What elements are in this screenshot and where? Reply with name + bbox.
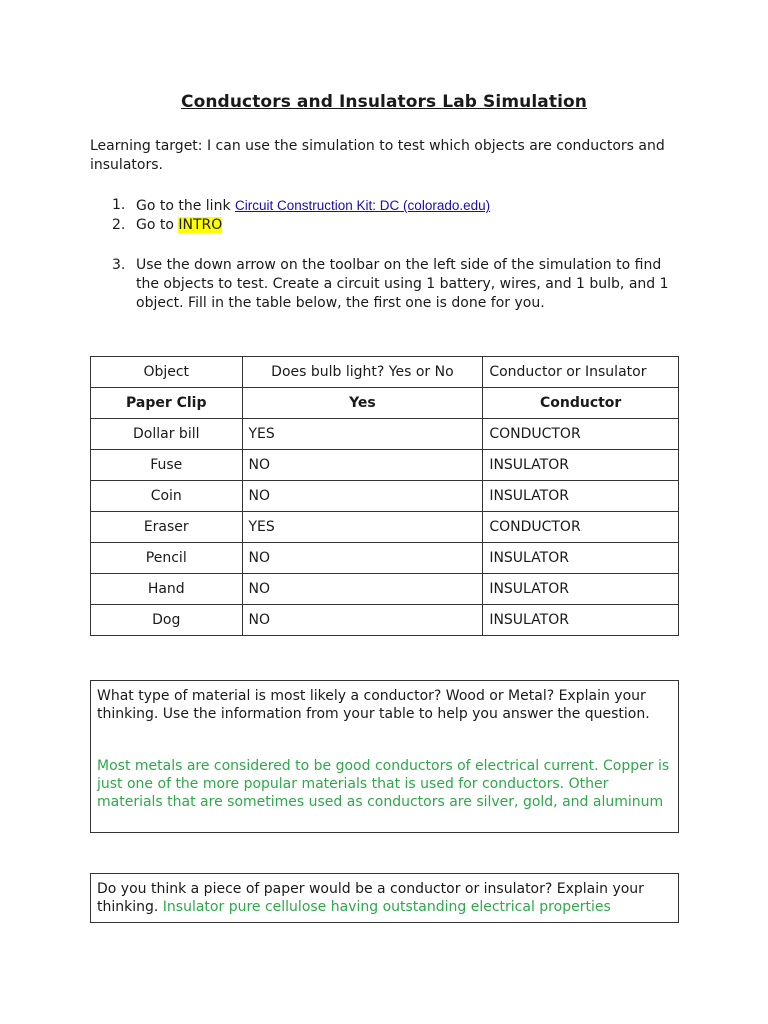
answer-text: Most metals are considered to be good conductors of electrical current. Copper is just one of the more popular materials that is used for conductors. Other materials that are sometimes used as conductors are silver, gold, and aluminum bbox=[97, 758, 670, 810]
bulb-light-cell: Yes bbox=[242, 388, 483, 419]
step-1 bbox=[112, 196, 682, 216]
classification-cell: INSULATOR bbox=[483, 574, 679, 605]
header-object: Object bbox=[91, 357, 243, 388]
classification-cell: INSULATOR bbox=[483, 481, 679, 512]
bulb-light-cell: YES bbox=[242, 512, 483, 543]
step-list bbox=[112, 196, 682, 235]
object-cell: Dog bbox=[91, 605, 243, 636]
classification-cell: INSULATOR bbox=[483, 543, 679, 574]
table-row bbox=[91, 450, 679, 481]
question-box-paper bbox=[90, 873, 679, 923]
bulb-light-cell: NO bbox=[242, 574, 483, 605]
table-row bbox=[91, 605, 679, 636]
table-row bbox=[91, 481, 679, 512]
object-cell: Paper Clip bbox=[91, 388, 243, 419]
page-title: Conductors and Insulators Lab Simulation bbox=[181, 92, 587, 112]
step-text: Use the down arrow on the toolbar on the left side of the simulation to find the objects to test. Create a circuit using 1 battery, wires, and 1 bulb, and 1 object. Fill in the table below, the first one is done for you. bbox=[136, 257, 669, 311]
step-3 bbox=[112, 256, 682, 313]
question-text: What type of material is most likely a conductor? Wood or Metal? Explain your thinking. Use the information from your table to help you answer the question. bbox=[97, 688, 650, 722]
circuit-kit-link[interactable]: Circuit Construction Kit: DC (colorado.edu) bbox=[235, 198, 491, 213]
object-cell: Pencil bbox=[91, 543, 243, 574]
bulb-light-cell: NO bbox=[242, 605, 483, 636]
step-list-continued bbox=[112, 256, 682, 313]
object-cell: Dollar bill bbox=[91, 419, 243, 450]
question-text: Do you think a piece of paper would be a conductor or insulator? Explain your thinking. bbox=[97, 881, 644, 915]
header-bulb-light: Does bulb light? Yes or No bbox=[242, 357, 483, 388]
step-number: 3. bbox=[112, 257, 126, 273]
table-row bbox=[91, 543, 679, 574]
step-text: Go to the link bbox=[136, 198, 236, 214]
table-row bbox=[91, 512, 679, 543]
table-row bbox=[91, 388, 679, 419]
step-text: Go to bbox=[136, 217, 179, 233]
bulb-light-cell: NO bbox=[242, 450, 483, 481]
step-number: 1. bbox=[112, 197, 126, 213]
learning-target: Learning target: I can use the simulation to test which objects are conductors and insulators. bbox=[90, 138, 665, 173]
bulb-light-cell: NO bbox=[242, 543, 483, 574]
table-row bbox=[91, 419, 679, 450]
classification-cell: INSULATOR bbox=[483, 605, 679, 636]
object-cell: Fuse bbox=[91, 450, 243, 481]
classification-cell: CONDUCTOR bbox=[483, 512, 679, 543]
step-number: 2. bbox=[112, 217, 126, 233]
classification-cell: Conductor bbox=[483, 388, 679, 419]
step-2 bbox=[112, 216, 682, 235]
intro-highlight: INTRO bbox=[178, 217, 223, 233]
bulb-light-cell: NO bbox=[242, 481, 483, 512]
object-cell: Eraser bbox=[91, 512, 243, 543]
object-cell: Hand bbox=[91, 574, 243, 605]
bulb-light-cell: YES bbox=[242, 419, 483, 450]
results-table bbox=[90, 356, 679, 636]
object-cell: Coin bbox=[91, 481, 243, 512]
classification-cell: CONDUCTOR bbox=[483, 419, 679, 450]
answer-text: Insulator pure cellulose having outstanding electrical properties bbox=[162, 899, 611, 915]
table-row bbox=[91, 574, 679, 605]
table-header-row bbox=[91, 357, 679, 388]
classification-cell: INSULATOR bbox=[483, 450, 679, 481]
header-conductor-insulator: Conductor or Insulator bbox=[483, 357, 679, 388]
question-box-material bbox=[90, 680, 679, 833]
